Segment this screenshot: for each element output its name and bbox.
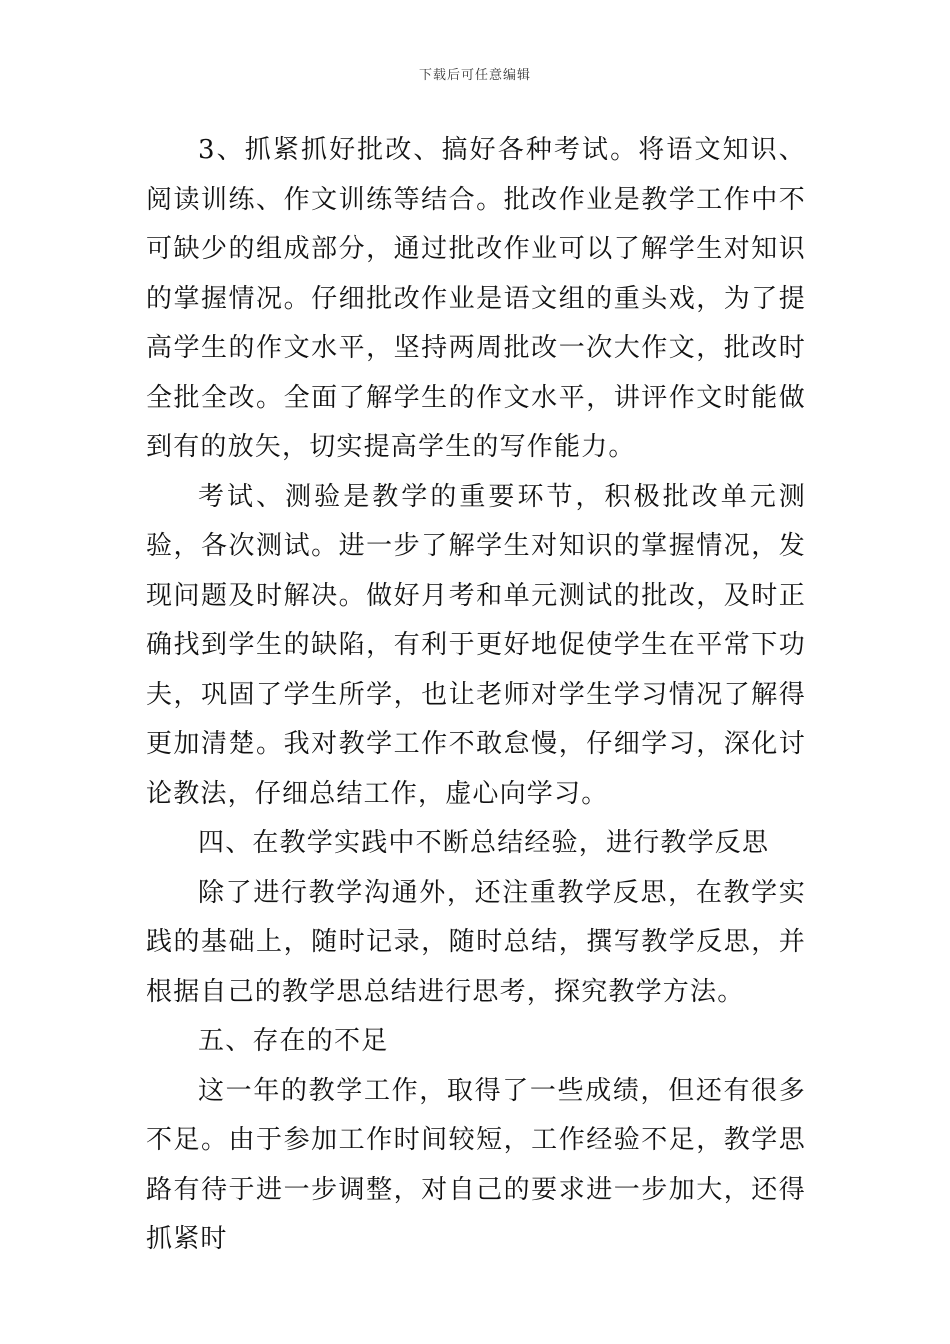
paragraph-grading-exams: 3、抓紧抓好批改、搞好各种考试。将语文知识、阅读训练、作文训练等结合。批改作业是教学工作中不可缺少的组成部分，通过批改作业可以了解学生对知识的掌握情况。仔细批改作业是语文组的重头戏，为了提高学生的作文水平，坚持两周批改一次大作文，批改时全批全改。全面了解学生的作文水平，讲评作文时能做到有的放矢，切实提高学生的写作能力。 (146, 135, 806, 462)
paragraph-reflection: 除了进行教学沟通外，还注重教学反思，在教学实践的基础上，随时记录，随时总结，撰写教学反思，并根据自己的教学思总结进行思考，探究教学方法。 (146, 877, 806, 1007)
paragraph-shortcomings: 这一年的教学工作，取得了一些成绩，但还有很多不足。由于参加工作时间较短，工作经验不足，教学思路有待于进一步调整，对自己的要求进一步加大，还得抓紧时 (146, 1075, 806, 1254)
document-body (146, 126, 806, 1265)
paragraph-tests-quizzes: 考试、测验是教学的重要环节，积极批改单元测验，各次测试。进一步了解学生对知识的掌握情况，发现问题及时解决。做好月考和单元测试的批改，及时正确找到学生的缺陷，有利于更好地促使学生在平常下功夫，巩固了学生所学，也让老师对学生学习情况了解得更加清楚。我对教学工作不敢怠慢，仔细学习，深化讨论教法，仔细总结工作，虚心向学习。 (146, 481, 806, 809)
section-heading-shortcomings: 五、存在的不足 (198, 1026, 389, 1056)
section-heading-reflection: 四、在教学实践中不断总结经验，进行教学反思 (198, 828, 770, 858)
page-header-note: 下载后可任意编辑 (418, 68, 531, 83)
